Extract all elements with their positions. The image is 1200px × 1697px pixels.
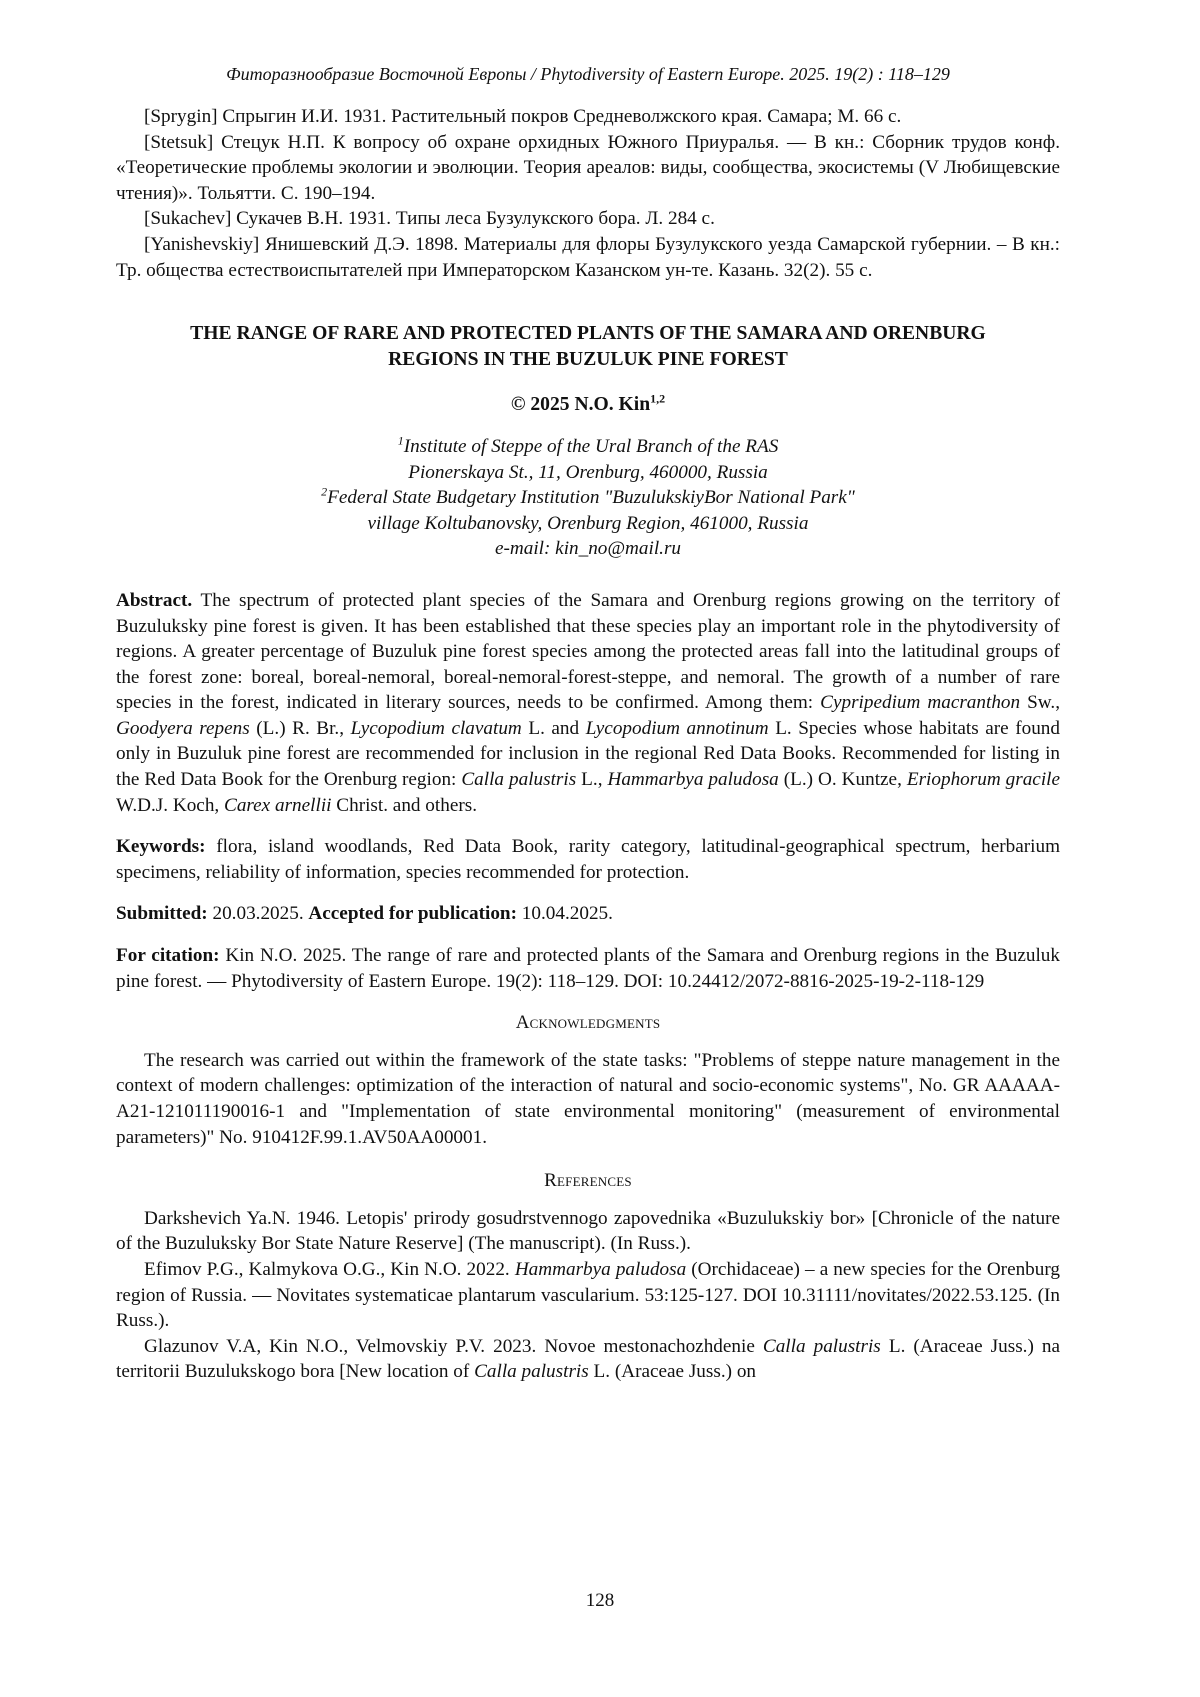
affiliations [116, 434, 1060, 562]
reference-list [116, 1206, 1060, 1385]
species-name: Eriophorum gracile [907, 769, 1060, 790]
reference-text: L. (Araceae Juss.) on [594, 1361, 757, 1382]
accepted-label: Accepted for publication: [308, 903, 517, 924]
species-author: L. and [528, 718, 579, 739]
species-author: (L.) R. Br., [256, 718, 344, 739]
species-name: Hammarbya paludosa [607, 769, 778, 790]
affiliation-1-sup: 1 [398, 434, 404, 448]
affiliation-2-name [116, 485, 1060, 511]
author-line [116, 392, 1060, 418]
species-author: W.D.J. Koch, [116, 795, 219, 816]
species-author: Sw., [1027, 692, 1060, 713]
author-copyright: © 2025 N.O. Kin [511, 394, 650, 415]
reference-item: [Sprygin] Спрыгин И.И. 1931. Растительный покров Средневолжского края. Самара; М. 66 с. [116, 104, 1060, 130]
reference-text: Efimov P.G., Kalmykova O.G., Kin N.O. 2022. [144, 1259, 510, 1280]
reference-item [116, 1334, 1060, 1385]
citation [116, 943, 1060, 994]
affiliation-1-text: Institute of Steppe of the Ural Branch of the RAS [404, 436, 779, 457]
acknowledgments-text: The research was carried out within the framework of the state tasks: "Problems of steppe nature management in the context of modern challenges: optimization of the interaction of natural and socio-economic systems", No. GR AAAAA-A21-121011190016-1 and "Implementation of state environmental monitoring" (measurement of environmental parameters)" No. 910412F.99.1.AV50AA00001. [116, 1048, 1060, 1150]
page-number: 128 [0, 1588, 1200, 1614]
species-author: (L.) O. Kuntze, [784, 769, 902, 790]
running-header: Фиторазнообразие Восточной Европы / Phytodiversity of Eastern Europe. 2025. 19(2) : 118–129 [116, 62, 1060, 86]
species-name: Calla palustris [461, 769, 576, 790]
affiliation-2-address: village Koltubanovsky, Orenburg Region, 461000, Russia [116, 511, 1060, 537]
submitted-date: 20.03.2025. [212, 903, 303, 924]
species-name: Carex arnellii [224, 795, 331, 816]
abstract-label: Abstract. [116, 590, 192, 611]
reference-text: (Orchidaceae) – a new species for the Orenburg region of Russia. — Novitates systematicae plantarum vascularium. 53:125-127. DOI 10.31111/novitates/2022.53.125. (In Russ.). [116, 1259, 1060, 1331]
author-email: e-mail: kin_no@mail.ru [116, 536, 1060, 562]
reference-item [116, 1257, 1060, 1334]
species-name: Lycopodium annotinum [586, 718, 769, 739]
species-name: Lycopodium clavatum [351, 718, 522, 739]
species-name: Hammarbya paludosa [515, 1259, 686, 1280]
affiliation-2-text: Federal State Budgetary Institution "BuzulukskiyBor National Park" [327, 487, 855, 508]
article-title-line-1: THE RANGE OF RARE AND PROTECTED PLANTS OF THE SAMARA AND ORENBURG [116, 321, 1060, 347]
article-title-line-2: REGIONS IN THE BUZULUK PINE FOREST [116, 347, 1060, 373]
species-name: Calla palustris [474, 1361, 589, 1382]
species-author: L., [581, 769, 602, 790]
keywords-text: flora, island woodlands, Red Data Book, rarity category, latitudinal-geographical spectrum, herbarium specimens, reliability of information, species recommended for protection. [116, 836, 1060, 883]
reference-item: [Sukachev] Сукачев В.Н. 1931. Типы леса Бузулукского бора. Л. 284 с. [116, 206, 1060, 232]
accepted-date: 10.04.2025. [522, 903, 613, 924]
author-affiliation-sup: 1,2 [650, 392, 665, 406]
keywords-label: Keywords: [116, 836, 206, 857]
affiliation-1-address: Pionerskaya St., 11, Orenburg, 460000, Russia [116, 460, 1060, 486]
keywords [116, 834, 1060, 885]
references-heading: References [116, 1168, 1060, 1194]
species-author: Christ. and others. [336, 795, 477, 816]
abstract-text: L. Species whose habitats are found only in Buzuluk pine forest are recommended for inclusion in the regional Red Data Books. Recommended for listing in the Red Data Book for the Orenburg region: [116, 718, 1060, 790]
reference-text: Glazunov V.A, Kin N.O., Velmovskiy P.V. 2023. Novoe mestonachozhdenie [144, 1336, 755, 1357]
reference-item: [Yanishevskiy] Янишевский Д.Э. 1898. Материалы для флоры Бузулукского уезда Самарской губернии. – В кн.: Тр. общества естествоиспытателей при Императорском Казанском ун-те. Казань. 32(2). 55 с. [116, 232, 1060, 283]
reference-item: Darkshevich Ya.N. 1946. Letopis' prirody gosudrstvennogo zapovednika «Buzulukskiy bor» [Chronicle of the nature of the Buzuluksky Bor State Nature Reserve] (The manuscript). (In Russ.). [116, 1206, 1060, 1257]
species-name: Goodyera repens [116, 718, 250, 739]
page-content [116, 62, 1060, 1385]
citation-label: For citation: [116, 945, 220, 966]
abstract-text: The spectrum of protected plant species of the Samara and Orenburg regions growing on the territory of Buzuluksky pine forest is given. It has been established that these species play an important role in the phytodiversity of regions. A greater percentage of Buzuluk pine forest species among the protected areas fall into the latitudinal groups of the forest zone: boreal, boreal-nemoral, boreal-nemoral-forest-steppe, and nemoral. The growth of a number of rare species in the forest, indicated in literary sources, needs to be confirmed. Among them: [116, 590, 1060, 713]
species-name: Calla palustris [763, 1336, 881, 1357]
affiliation-2-sup: 2 [321, 485, 327, 499]
acknowledgments-heading: Acknowledgments [116, 1010, 1060, 1036]
dates [116, 901, 1060, 927]
submitted-label: Submitted: [116, 903, 208, 924]
species-name: Cypripedium macranthon [820, 692, 1020, 713]
article-title [116, 321, 1060, 372]
abstract [116, 588, 1060, 818]
reference-text: L. (Araceae Juss.) na territorii Buzulukskogo bora [New location of [116, 1336, 1060, 1383]
citation-text: Kin N.O. 2025. The range of rare and protected plants of the Samara and Orenburg regions in the Buzuluk pine forest. — Phytodiversity of Eastern Europe. 19(2): 118–129. DOI: 10.24412/2072-8816-2025-19-2-118-129 [116, 945, 1060, 992]
affiliation-1-name [116, 434, 1060, 460]
top-references [116, 104, 1060, 283]
reference-item: [Stetsuk] Стецук Н.П. К вопросу об охране орхидных Южного Приуралья. — В кн.: Сборник трудов конф. «Теоретические проблемы экологии и эволюции. Теория ареалов: виды, сообщества, экосистемы (V Любищевские чтения)». Тольятти. С. 190–194. [116, 130, 1060, 207]
